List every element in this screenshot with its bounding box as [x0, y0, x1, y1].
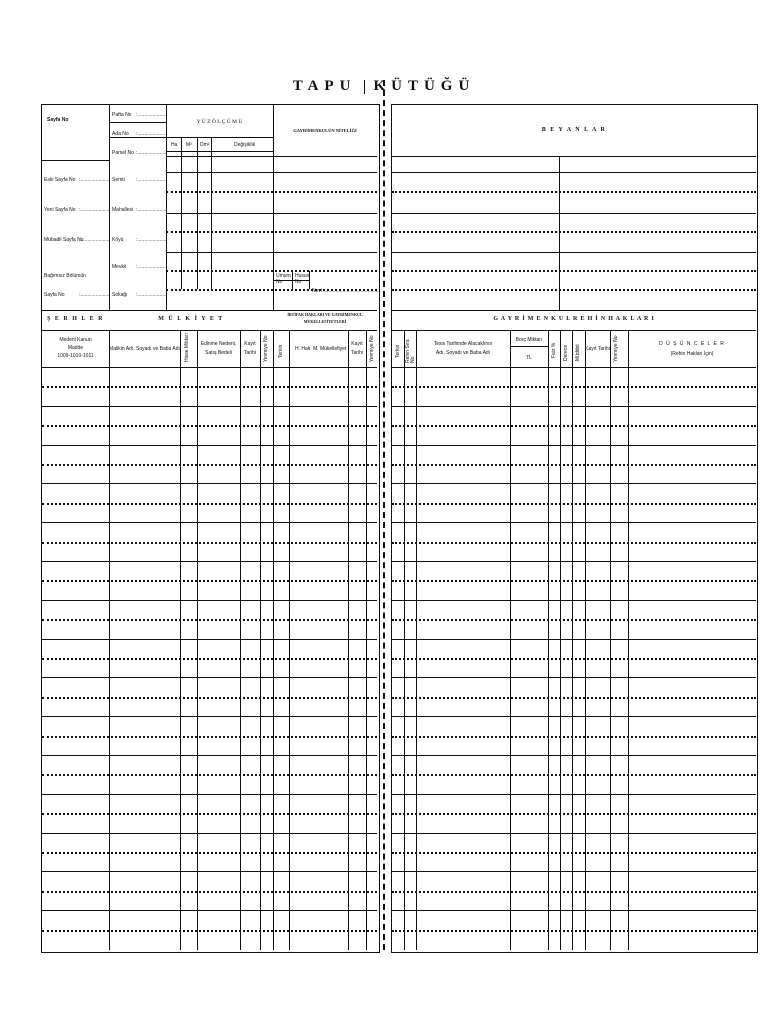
- table-row-line: [42, 852, 377, 854]
- pafta-no-label: Pafta No: [112, 112, 132, 118]
- table-row-line: [392, 406, 756, 407]
- table-row-line: [392, 464, 756, 466]
- tl-header: TL: [526, 355, 532, 361]
- umum-no-label: Umum No: [276, 273, 291, 285]
- medeni-kanun-3: 1009-1010-1011: [57, 353, 94, 359]
- yeni-sayfa-no-label: Yeni Sayfa No: [44, 207, 76, 213]
- kayit-tarihi-1: Kayıt: [244, 341, 256, 347]
- table-row-line: [392, 716, 756, 717]
- mevkii-label: Mevkii: [112, 264, 127, 270]
- table-row-line: [42, 774, 377, 776]
- terkin-header: Terkin: [278, 344, 284, 358]
- mevkii-dots: :.....................: [136, 264, 167, 270]
- table-row-line: [42, 716, 377, 717]
- nevi-dots: :.......................................: [323, 288, 379, 294]
- table-row-line: [392, 542, 756, 544]
- sayfa-no-label: Sayfa No: [47, 117, 69, 123]
- yevmiye-no3-header: Yevmiye No: [369, 335, 375, 362]
- yuzolcumu-header: Y Ü Z Ö L Ç Ü M Ü: [196, 119, 243, 125]
- bagimsiz-sayfa-no-dots: :.....................: [79, 292, 110, 298]
- table-row-line: [42, 891, 377, 893]
- table-row-line: [42, 464, 377, 466]
- table-row-line: [392, 891, 756, 893]
- yeni-sayfa-no-dots: :.....................: [79, 207, 110, 213]
- medeni-kanun-2: Madde: [67, 345, 84, 351]
- ada-no-dots: :.....................: [136, 131, 167, 137]
- center-divider: [383, 80, 385, 950]
- ha-label: Ha: [171, 142, 178, 148]
- irtifak-header-1: İRTİFAK HAKLARI VE GAYRİMENKUL: [287, 312, 363, 317]
- table-row-line: [42, 833, 377, 834]
- table-row-line: [392, 910, 756, 911]
- table-row-line: [392, 774, 756, 776]
- m2-label: M²: [186, 142, 192, 148]
- table-row-line: [392, 658, 756, 660]
- table-row-line: [42, 406, 377, 407]
- table-row-line: [42, 483, 377, 484]
- eski-sayfa-no-label: Eski Sayfa No: [44, 177, 76, 183]
- table-row-line: [392, 755, 756, 756]
- table-row-line: [42, 639, 377, 640]
- koyu-label: Köyü: [112, 237, 124, 243]
- dm2-label: Dm²: [200, 142, 210, 148]
- table-row-line: [392, 871, 756, 872]
- dusunceler-header: D Ü Ş Ü N C E L E R: [659, 341, 725, 347]
- table-row-line: [392, 639, 756, 640]
- mubadil-sayfa-no-label: Mübadil Sayfa No: [44, 237, 84, 243]
- sokagi-label: Sokağı: [112, 292, 128, 298]
- kayit-tarihi-2: Tarihi: [244, 350, 256, 356]
- degisiklik-label: Değişiklik: [234, 142, 256, 148]
- semti-dots: :.....................: [136, 177, 167, 183]
- table-row-line: [42, 522, 377, 523]
- medeni-kanun-1: Medeni Kanun: [59, 337, 92, 343]
- hususi-no-label: Hususi No: [295, 273, 311, 285]
- gayrimenkul-niteligi-header: GAYRİMENKULÜN NİTELİĞİ: [293, 128, 357, 133]
- beyanlar-header: B E Y A N L A R: [541, 127, 607, 133]
- borc-miktari-header: Borç Miktarı: [515, 337, 543, 343]
- parsel-no-label: Parsel No: [112, 150, 134, 156]
- irtifak-header-2: MÜKELLEFİYETLERİ: [303, 319, 347, 324]
- table-row-line: [42, 871, 377, 872]
- muddet-header: Müddet: [575, 344, 581, 361]
- edinme-nedeni-2: Satış Bedeli: [205, 350, 232, 356]
- bagimsiz-bolumun-label: Bağımsız Bölümün: [44, 273, 86, 279]
- sokagi-dots: :.....................: [136, 292, 167, 298]
- table-row-line: [392, 445, 756, 446]
- edinme-nedeni-1: Edinme Nedeni,: [200, 341, 237, 347]
- rehin-terkin-header: Terkin: [395, 344, 401, 358]
- table-row-line: [42, 658, 377, 660]
- title-divider: [364, 80, 365, 94]
- derece-header: Derece: [563, 344, 569, 361]
- hisse-miktari-header: Hisse Miktarı: [184, 333, 190, 362]
- rehin-kayit-tarihi-header: Kayıt Tarihi: [585, 346, 610, 352]
- table-row-line: [42, 619, 377, 621]
- table-row-line: [392, 697, 756, 699]
- table-row-line: [392, 833, 756, 834]
- pafta-no-dots: :.....................: [136, 112, 167, 118]
- faiz-header: Faiz %: [551, 342, 557, 358]
- table-row-line: [392, 425, 756, 427]
- table-row-line: [392, 813, 756, 815]
- table-row-line: [42, 794, 377, 795]
- table-row-line: [392, 677, 756, 678]
- table-row-line: [42, 503, 377, 505]
- title-part2: KÜTÜĞÜ: [373, 78, 476, 94]
- eski-sayfa-no-dots: :.....................: [79, 177, 110, 183]
- table-row-line: [42, 542, 377, 544]
- table-row-line: [392, 561, 756, 562]
- table-row-line: [392, 600, 756, 601]
- table-row-line: [42, 600, 377, 601]
- table-row-line: [392, 619, 756, 621]
- kayit-tarihi3-2: Tarihi: [351, 350, 363, 356]
- table-row-line: [42, 445, 377, 446]
- kayit-tarihi3-1: Kayıt: [351, 341, 363, 347]
- table-row-line: [392, 580, 756, 582]
- table-row-line: [42, 561, 377, 562]
- h-hak-header: H. Hak: [295, 346, 311, 352]
- mahallesi-dots: :.....................: [136, 207, 167, 213]
- table-row-line: [392, 930, 756, 932]
- table-row-line: [42, 677, 377, 678]
- table-row-line: [392, 794, 756, 795]
- yevmiye-no-header: Yevmiye No: [263, 335, 269, 362]
- rehin-yevmiye-header: Yevmiye No: [613, 335, 619, 362]
- malikin-adi-header: Malikin Adı, Soyadı ve Baba Adı: [109, 346, 180, 352]
- parsel-no-dots: :.....................: [136, 150, 167, 156]
- bagimsiz-sayfa-no-label: Sayfa No: [44, 292, 65, 298]
- ada-no-label: Ada No: [112, 131, 129, 137]
- m-mukellefiyet-header: M. Mükellefiyet: [313, 346, 347, 352]
- title-part1: TAPU: [292, 78, 357, 94]
- table-row-line: [42, 930, 377, 932]
- table-row-line: [392, 736, 756, 738]
- mubadil-sayfa-no-dots: :.....................: [79, 237, 110, 243]
- rehin-haklari-icin: (Rehin Hakları İçin): [670, 351, 714, 357]
- table-row-line: [392, 503, 756, 505]
- nevi-label: Nevi: [312, 288, 323, 294]
- table-row-line: [42, 580, 377, 582]
- table-row-line: [392, 483, 756, 484]
- table-row-line: [392, 522, 756, 523]
- tesis-tarihi-1: Tesis Tarihinde Alacaklının: [433, 341, 493, 347]
- mulkiyet-header: M Ü L K İ Y E T: [158, 316, 224, 322]
- rehin-haklari-header: G A Y R İ M E N K U L R E H İ N H A K L A R I: [493, 316, 655, 322]
- tesis-tarihi-2: Adı, Soyadı ve Baba Adı: [435, 350, 491, 356]
- table-row-line: [42, 386, 377, 388]
- table-row-line: [42, 755, 377, 756]
- table-row-line: [42, 813, 377, 815]
- semti-label: Semti: [112, 177, 125, 183]
- table-row-line: [42, 736, 377, 738]
- table-row-line: [392, 852, 756, 854]
- serhler-header: Ş E R H L E R: [47, 316, 104, 322]
- table-row-line: [42, 910, 377, 911]
- table-row-line: [42, 697, 377, 699]
- koyu-dots: :.....................: [136, 237, 167, 243]
- rehin-sira-header: Rehin Sıra No: [405, 339, 416, 363]
- mahallesi-label: Mahallesi: [112, 207, 134, 213]
- table-row-line: [392, 386, 756, 388]
- table-row-line: [42, 425, 377, 427]
